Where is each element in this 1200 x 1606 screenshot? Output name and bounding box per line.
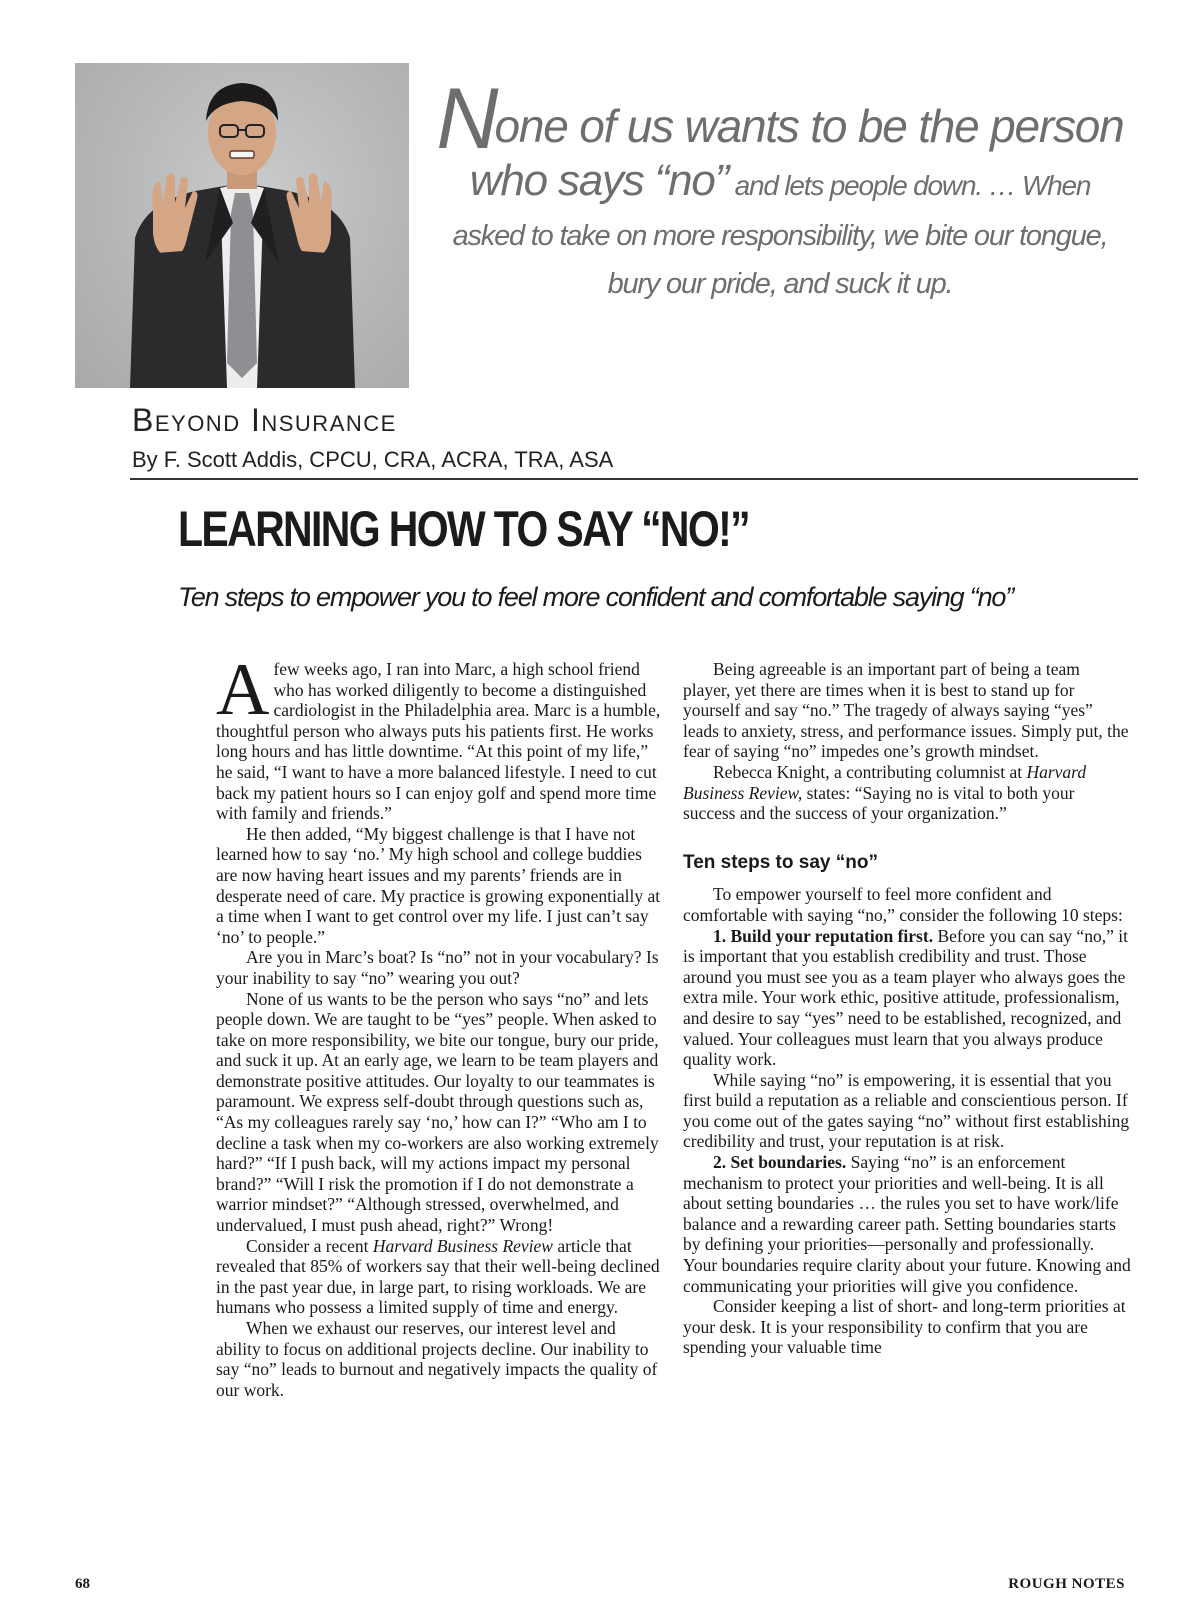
paragraph: To empower yourself to feel more confident and comfortable with saying “no,” consider the following 10 steps: bbox=[683, 884, 1123, 925]
pull-quote-line2-big: who says “no” bbox=[469, 156, 729, 205]
paragraph: Being agreeable is an important part of being a team player, yet there are times when it is best to stand up for yourself and say “no.” The tragedy of always saying “yes” leads to anxiety, stress, and performance issues. Simply put, the fear of saying “no” impedes one’s growth mindset. bbox=[683, 659, 1129, 762]
paragraph: None of us wants to be the person who says “no” and lets people down. We are taught to be “yes” people. When asked to take on more responsibility, we bite our tongue, bury our pride, and suck it up. At an early age, we learn to be team players and demonstrate positive attitudes. Our loyalty to our teammates is paramount. We express self-doubt through questions such as, “As my colleagues rarely say ‘no,’ how can I?” “Who am I to decline a task when my co-workers are also working extremely hard?” “If I push back, will my actions impact my personal brand?” “Will I risk the promotion if I do not demonstrate a warrior mindset?” “Although stressed, overwhelmed, and undervalued, I must push ahead, right?” Wrong! bbox=[216, 988, 659, 1236]
magazine-name: ROUGH NOTES bbox=[1008, 1576, 1125, 1592]
paragraph-text: states: “Saying no is vital to both your success and the success of your organization.” bbox=[683, 782, 1075, 824]
paragraph bbox=[216, 649, 664, 824]
paragraph: While saying “no” is empowering, it is essential that you first build a reputation as a reliable and conscientious person. If you come out of the gates saying “no” without first establishing credibility and trust, your reputation is at risk. bbox=[683, 1069, 1130, 1152]
step-title: 2. Set boundaries. bbox=[713, 1152, 847, 1173]
paragraph-text: Saying “no” is an enforcement mechanism to protect your priorities and well-being. It is all about setting boundaries … the rules you set to have work/life balance and a rewarding career path. Setting boundaries starts by defining your priorities—personally and professionally. Your boundaries require clarity about your future. Knowing and communicating your priorities will give you confidence. bbox=[683, 1152, 1131, 1296]
pull-quote-line2-text: and lets people down. … When bbox=[728, 170, 1091, 201]
body-column-right bbox=[683, 659, 1131, 1358]
column-name: Beyond Insurance bbox=[132, 402, 397, 438]
author-photo bbox=[75, 63, 409, 388]
step-title: 1. Build your reputation first. bbox=[713, 925, 934, 946]
paragraph-text: Rebecca Knight, a contributing columnist at bbox=[713, 761, 1027, 782]
pull-quote-line-1 bbox=[420, 71, 1140, 167]
paragraph-text: Before you can say “no,” it is important that you establish credibility and trust. Those around you must see you as a team player who always goes the extra mile. Your work ethic, positive attitude, professionalism, and desire to say “yes” need to be established, recognized, and valued. Your colleagues must learn that you always produce quality work. bbox=[683, 925, 1128, 1070]
pull-quote-line-3: asked to take on more responsibility, we bite our tongue, bbox=[452, 220, 1108, 252]
paragraph-text: article that revealed that 85% of workers say that their well-being declined in the past year due, in large part, to rising workloads. We are humans who possess a limited supply of time and energy. bbox=[216, 1235, 660, 1318]
paragraph bbox=[683, 1152, 1131, 1296]
pull-quote-dropcap: N bbox=[436, 71, 495, 167]
paragraph: He then added, “My biggest challenge is that I have not learned how to say ‘no.’ My high school and college buddies are now having heart issues and my parents’ friends are in desperate need of care. My practice is growing exponentially at a time when I want to get control over my life. I just can’t say ‘no’ to people.” bbox=[216, 823, 661, 947]
pull-quote bbox=[420, 71, 1140, 308]
paragraph-text: Consider a recent bbox=[246, 1235, 373, 1256]
header-divider bbox=[130, 478, 1138, 480]
publication-title: Harvard Business Review, bbox=[683, 761, 1087, 803]
section-heading: Ten steps to say “no” bbox=[683, 851, 878, 873]
publication-title: Harvard Business Review bbox=[372, 1235, 553, 1256]
subheadline: Ten steps to empower you to feel more confident and comfortable saying “no” bbox=[178, 582, 1014, 612]
paragraph: Are you in Marc’s boat? Is “no” not in your vocabulary? Is your inability to say “no” wearing you out? bbox=[216, 947, 659, 988]
man-in-suit-gesturing-stop-photo bbox=[75, 63, 409, 388]
paragraph: When we exhaust our reserves, our interest level and ability to focus on additional projects decline. Our inability to say “no” leads to burnout and negatively impacts the quality of our work. bbox=[216, 1318, 658, 1400]
dropcap: A bbox=[216, 649, 270, 731]
byline: By F. Scott Addis, CPCU, CRA, ACRA, TRA, ASA bbox=[132, 447, 614, 472]
paragraph-text: few weeks ago, I ran into Marc, a high school friend who has worked diligently to become a distinguished cardiologist in the Philadelphia area. Marc is a humble, thoughtful person who always puts his patients first. He works long hours and has little downtime. “At this point of my life,” he said, “I want to have a more balanced lifestyle. I need to cut back my patient hours so I can enjoy golf and spend more time with family and friends.” bbox=[216, 659, 661, 824]
pull-quote-line-4: bury our pride, and suck it up. bbox=[607, 268, 953, 300]
paragraph bbox=[683, 926, 1131, 1070]
headline: LEARNING HOW TO SAY “NO!” bbox=[178, 501, 750, 557]
pull-quote-line-2 bbox=[420, 155, 1140, 212]
paragraph bbox=[216, 1236, 664, 1318]
pull-quote-line1-text: one of us wants to be the person bbox=[494, 100, 1124, 152]
paragraph bbox=[683, 762, 1131, 824]
page-number: 68 bbox=[75, 1576, 90, 1592]
paragraph: Consider keeping a list of short- and long-term priorities at your desk. It is your responsibility to confirm that you are spending your valuable time bbox=[683, 1296, 1126, 1358]
body-column-left bbox=[216, 649, 664, 1400]
